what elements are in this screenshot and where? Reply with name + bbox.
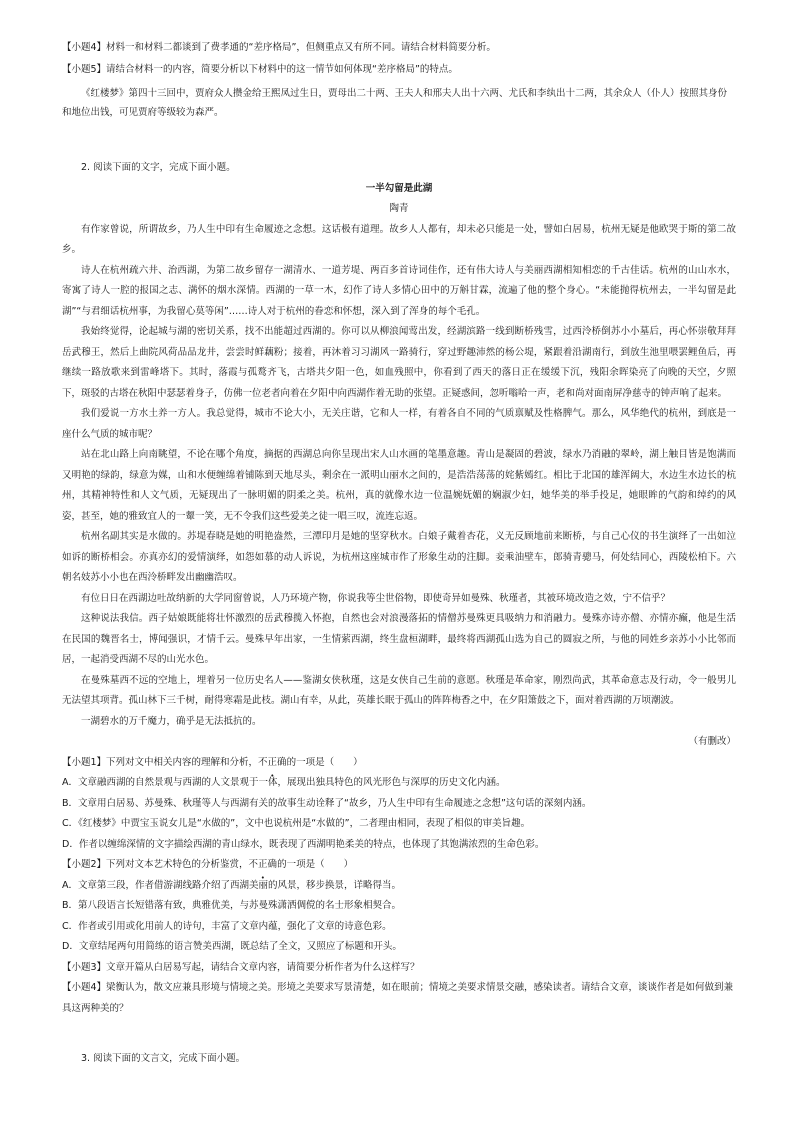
paragraph: 我始终觉得，论起城与湖的密切关系，找不出能超过西湖的。你可以从柳浪闻莺出发，经湖滨路一线到断桥残雪，过西泠桥倒苏小小墓后，再心怀崇敬拜拜岳武穆王，然后上曲院风荷品品龙井，尝尝时鲜藕粉；接着，再沐着习习湖风一路骑行，穿过野趣沛然的杨公堤，紧跟着沿湖南行，到放生池里喂罢鲤鱼后，再继续一路放歌来到雷峰塔下。其时，落霞与孤鹜齐飞，古塔共夕阳一色，如血残照中，你看到了西天的落日正在缓缓下沉，残阳余晖染亮了向晚的天空，夕照下，斑驳的古塔在秋阳中瑟瑟着身子，仿佛一位老者向着在夕阳中向西湖作着无助的张望。正疑惑间，忽听嗡哈一声，老和尚对面南屏净慈寺的钟声响了起来。 xyxy=(62,326,736,399)
question-5-prev: 【小题5】请结合材料一的内容，简要分析以下材料中的这一情节如何体现“差序格局”的特点。 xyxy=(62,64,458,75)
emphasis-text: 不正确 xyxy=(258,756,287,768)
option-c: C．《红楼梦》中贾宝玉说女儿是“水做的”，文中也说杭州是“水做的”，二者理由相同，表现了相似的审美旨趣。 xyxy=(62,818,531,829)
option-a: A．文章第三段，作者借游湖线路介绍了西湖美丽的风景，移步换景，详略得当。 xyxy=(62,879,401,891)
option-d: D．文章结尾两句用简练的语言赞美西湖，既总结了全文，又照应了标题和开头。 xyxy=(62,941,402,952)
paragraph: 我们爱说一方水土养一方人。我总觉得，城市不论大小，无关庄谐，它和人一样，有着各自不同的气质禀赋及性格脾气。那么，风华绝代的杭州，到底是一座什么气质的城市呢？ xyxy=(62,408,736,440)
question-4: 【小题4】梁衡认为，散文应兼具形境与情境之美。形境之美要求写景清楚，如在眼前；情境之美要求情景交融，感染读者。请结合文章，谈谈作者是如何做到兼具这两种美的？ xyxy=(62,982,734,1014)
hongloumeng-excerpt: 《红楼梦》第四十三回中，贾府众人攒金给王熙凤过生日，贾母出二十两、王夫人和邢夫人出十六两、尤氏和李纨出十二两，其余众人（仆人）按照其身份和地位出钱，可见贾府等级较为森严。 xyxy=(62,88,728,118)
article-title: 一半勾留是此湖 xyxy=(365,182,433,194)
stem-text: 的一项是（ ） xyxy=(277,859,354,870)
article-author: 陶青 xyxy=(389,203,409,214)
section-2-heading: 2. 阅读下面的文字，完成下面小题。 xyxy=(81,162,236,173)
article-body xyxy=(62,220,736,733)
question-2-stem xyxy=(62,855,736,876)
paragraph: 站在北山路上向南眺望，不论在哪个角度，摘据的西湖总向你呈现出宋人山水画的笔墨意趣。青山是凝固的碧波，绿水乃消融的翠岭，湖上触目皆是饱满而又明艳的绿韵，绿意为媒，山和水便缠绵着铺陈到天地尽头，剩余在一派明山丽水之间的，是浩浩荡荡的姹紫嫣红。相比于北国的雄浑阔大，水边生水边长的杭州，其精神特性和人文气质，无疑现出了一脉明媚的阴柔之美。杭州，真的就像水边一位温婉妩媚的娴淑少妇，她华美的举手投足，她眼眸的气韵和绰约的风姿，甚至，她的雅致宜人的一颦一笑，无不令我们这些爱美之徒一唱三叹，流连忘返。 xyxy=(62,449,736,522)
option-a: A．文章融西湖的自然景观与西湖的人文景观于一体，展现出独具特色的风光形色与深厚的历史文化内涵。 xyxy=(62,777,506,788)
emphasis-text: 不正确 xyxy=(248,859,278,870)
question-4-prev: 【小题4】材料一和材料二都谈到了费孝通的“差序格局”，但侧重点又有所不同。请结合材料简要分析。 xyxy=(62,42,496,53)
option-c: C．作者或引用或化用前人的诗句，丰富了文章内蕴，强化了文章的诗意色彩。 xyxy=(62,920,392,932)
paragraph: 这种说法我信。西子姑娘既能将壮怀激烈的岳武穆揽入怀抱，自然也会对浪漫落拓的情僧苏曼殊更具吸纳力和消融力。曼殊亦诗亦僧、亦情亦癫，他是生活在民国的魏晋名士，博闻强识，才情千云。曼殊早年出家，一生情萦西湖，终生盘桓湖畔，最终将西湖孤山选为自己的圆寂之所，与他的同姓乡亲苏小小比邻而居，一起消受西湖不尽的山光水色。 xyxy=(62,613,736,665)
stem-text: 【小题1】下列对文中相关内容的理解和分析， xyxy=(62,756,259,768)
edit-note: （有删改） xyxy=(688,736,736,747)
option-b: B．文章用白居易、苏曼殊、秋瑾等人与西湖有关的故事生动诠释了“故乡，乃人生中印有生命履迹之念想”这句话的深刻内涵。 xyxy=(62,797,592,809)
stem-text: 【小题2】下列对文本艺术特色的分析鉴赏， xyxy=(62,859,249,870)
paragraph: 有位日日在西湖边吐故纳新的大学同窗曾说，人乃环境产物，你说我等尘世俗物，即使奇异如曼殊、秋瑾者，其被环境改造之效，宁不信乎？ xyxy=(81,592,671,604)
section-3-heading: 3. 阅读下面的文言文，完成下面小题。 xyxy=(81,1053,246,1064)
stem-text: 的一项是（ ） xyxy=(286,756,363,768)
question-1 xyxy=(62,753,736,856)
question-1-stem xyxy=(62,753,736,774)
paragraph: 有作家曾说，所谓故乡，乃人生中印有生命履迹之念想。这话极有道理。故乡人人都有，却未必只能是一处，譬如白居易，杭州无疑是他欧哭于斯的第二故乡。 xyxy=(62,223,736,255)
option-d: D．作者以缠绵深情的文字描绘西湖的青山绿水，既表现了西湖明艳柔美的特点，也体现了其饱满浓烈的生命色彩。 xyxy=(62,838,545,850)
paragraph: 杭州名副其实是水做的。苏堤春晓是她的明艳盎然，三潭印月是她的坚穿秋水。白娘子戴着杏花，义无反顾地前来断桥，与自己心仪的书生演绎了一出如泣如诉的断桥相会。亦真亦幻的爱情演绎，如怨如慕的动人诉说，为杭州这座城市作了形象生动的注脚。妾乘油壁车，郎骑青骢马，何处结同心，西陵松柏下。六朝名妓苏小小也在西泠桥畔发出幽幽浩叹。 xyxy=(62,531,736,583)
document-page xyxy=(62,38,736,1070)
option-b: B．第八段语言长短错落有致，典雅优美，与苏曼殊潇洒倜傥的名士形象相契合。 xyxy=(62,900,402,911)
question-2 xyxy=(62,855,736,958)
paragraph: 在曼殊墓西不远的空地上，埋着另一位历史名人——鉴湖女侠秋瑾，这是女侠自己生前的意愿。秋瑾是革命家，刚烈尚武，其革命意志及行动，令一般男儿无法望其项背。孤山林下三千树，耐得寒霜是此枝。湖山有幸，从此，英雄长眠于孤山的阵阵梅香之中，在夕阳箫鼓之下，面对着西湖的万顷潮波。 xyxy=(62,674,736,706)
question-3: 【小题3】文章开篇从白居易写起，请结合文章内容，请简要分析作者为什么这样写？ xyxy=(62,961,420,973)
paragraph: 一湖碧水的万千魔力，确乎是无法抵抗的。 xyxy=(81,715,262,727)
paragraph: 诗人在杭州疏六井、治西湖，为第二故乡留存一湖清水、一道芳堤、两百多首诗词佳作，还有伟大诗人与美丽西湖相知相恋的千古佳话。杭州的山山水水，寄寓了诗人一腔的报国之志、满怀的烟水深情。西湖的一草一木，幻作了诗人多情心田中的万斛甘霖，流遍了他的整个身心。“未能抛得杭州去，一半勾留是此湖”“与君细话杭州事，为我留心莫等闲”……诗人对于杭州的眷恋和怀想，深入到了浑身的每个毛孔。 xyxy=(62,264,736,317)
